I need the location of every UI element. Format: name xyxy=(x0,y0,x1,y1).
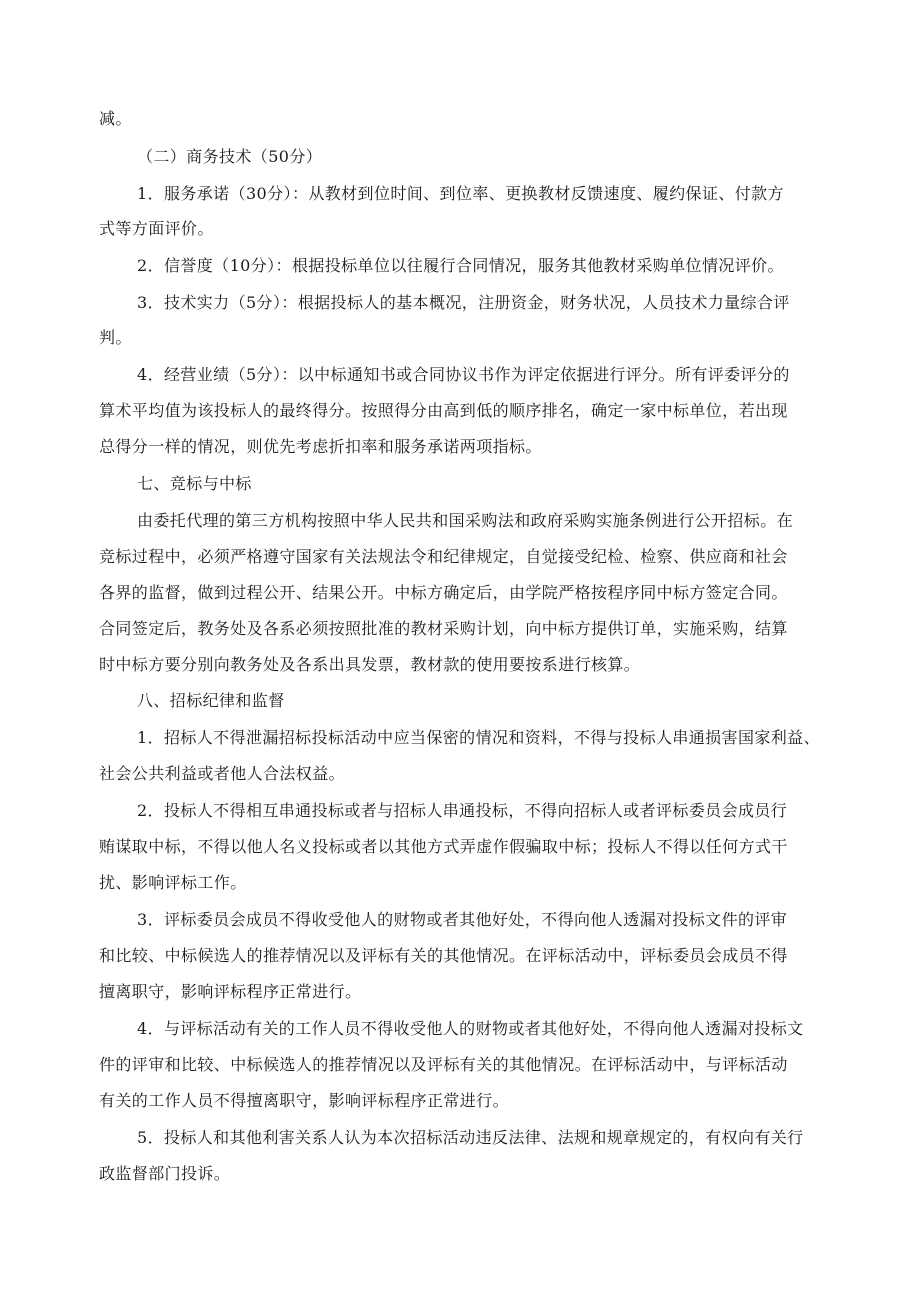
paragraph-line: 擅离职守，影响评标程序正常进行。 xyxy=(99,982,362,1001)
paragraph-line: 扰、影响评标工作。 xyxy=(99,873,247,892)
section-heading-eight: 八、招标纪律和监督 xyxy=(137,691,285,710)
paragraph-line: 件的评审和比较、中标候选人的推荐情况以及评标有关的其他情况。在评标活动中，与评标活动 xyxy=(99,1055,788,1074)
paragraph-line: 竞标过程中，必须严格遵守国家有关法规法令和纪律规定，自觉接受纪检、检察、供应商和社会 xyxy=(99,547,788,566)
paragraph-line: 各界的监督，做到过程公开、结果公开。中标方确定后，由学院严格按程序同中标方签定合同。 xyxy=(99,583,788,602)
paragraph-line: 算术平均值为该投标人的最终得分。按照得分由高到低的顺序排名，确定一家中标单位，若出现 xyxy=(99,401,788,420)
paragraph-line: 和比较、中标候选人的推荐情况以及评标有关的其他情况。在评标活动中，评标委员会成员不得 xyxy=(99,946,788,965)
paragraph-line: 2．投标人不得相互串通投标或者与招标人串通投标，不得向招标人或者评标委员会成员行 xyxy=(137,801,788,820)
paragraph-line: 政监督部门投诉。 xyxy=(99,1164,231,1183)
paragraph-line: 2．信誉度（10分）：根据投标单位以往履行合同情况，服务其他教材采购单位情况评价。 xyxy=(137,256,784,275)
paragraph-line: 减。 xyxy=(99,109,132,128)
paragraph-line: 1．招标人不得泄漏招标投标活动中应当保密的情况和资料，不得与投标人串通损害国家利益、 xyxy=(137,728,820,747)
section-heading-business: （二）商务技术（50分） xyxy=(137,147,323,166)
paragraph-line: 式等方面评价。 xyxy=(99,219,214,238)
section-heading-seven: 七、竞标与中标 xyxy=(137,474,252,493)
paragraph-line: 贿谋取中标，不得以他人名义投标或者以其他方式弄虚作假骗取中标；投标人不得以任何方式干 xyxy=(99,837,788,856)
paragraph-line: 3．评标委员会成员不得收受他人的财物或者其他好处，不得向他人透漏对投标文件的评审 xyxy=(137,910,788,929)
paragraph-line: 4．经营业绩（5分）：以中标通知书或合同协议书作为评定依据进行评分。所有评委评分的 xyxy=(137,365,790,384)
paragraph-line: 4．与评标活动有关的工作人员不得收受他人的财物或者其他好处，不得向他人透漏对投标文 xyxy=(137,1019,804,1038)
paragraph-line: 判。 xyxy=(99,328,132,347)
paragraph-line: 5．投标人和其他利害关系人认为本次招标活动违反法律、法规和规章规定的，有权向有关行 xyxy=(137,1128,804,1147)
paragraph-line: 合同签定后，教务处及各系必须按照批准的教材采购计划，向中标方提供订单，实施采购，结算 xyxy=(99,619,788,638)
paragraph-line: 时中标方要分别向教务处及各系出具发票，教材款的使用要按系进行核算。 xyxy=(99,655,641,674)
paragraph-line: 有关的工作人员不得擅离职守，影响评标程序正常进行。 xyxy=(99,1091,510,1110)
paragraph-line: 社会公共利益或者他人合法权益。 xyxy=(99,764,346,783)
paragraph-line: 总得分一样的情况，则优先考虑折扣率和服务承诺两项指标。 xyxy=(99,437,542,456)
paragraph-line: 3．技术实力（5分）：根据投标人的基本概况，注册资金，财务状况，人员技术力量综合评 xyxy=(137,293,790,312)
paragraph-line: 1．服务承诺（30分）：从教材到位时间、到位率、更换教材反馈速度、履约保证、付款方 xyxy=(137,184,784,203)
paragraph-line: 由委托代理的第三方机构按照中华人民共和国采购法和政府采购实施条例进行公开招标。在 xyxy=(137,511,794,530)
